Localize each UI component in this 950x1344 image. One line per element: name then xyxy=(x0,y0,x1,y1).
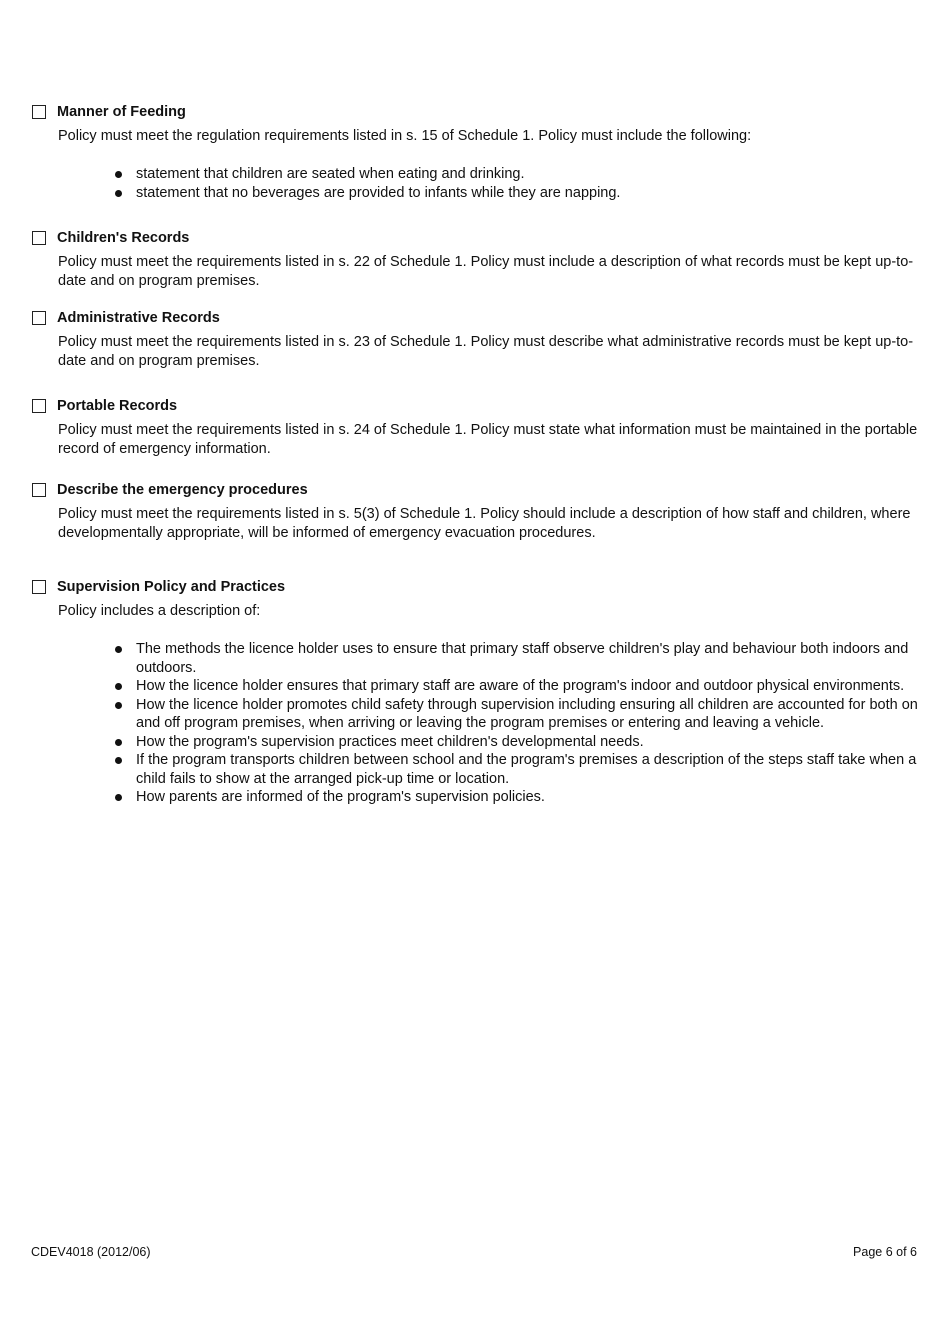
section-description: Policy must meet the requirements listed in s. 22 of Schedule 1. Policy must include a description of what records must be kept up-to-date and on program premises. xyxy=(58,254,914,289)
section-description: Policy must meet the requirements listed in s. 24 of Schedule 1. Policy must state what information must be maintained in the portable record of emergency information. xyxy=(58,422,918,457)
section-heading xyxy=(32,309,922,327)
list-item: How parents are informed of the program's supervision policies. xyxy=(112,788,926,807)
section-heading xyxy=(32,481,922,499)
section-title: Manner of Feeding xyxy=(57,104,186,120)
section-description: Policy must meet the requirements listed in s. 23 of Schedule 1. Policy must describe what administrative records must be kept up-to-date and on program premises. xyxy=(58,334,914,369)
section-heading xyxy=(32,103,922,121)
bullet-icon xyxy=(115,794,122,801)
section-manner-of-feeding xyxy=(32,103,922,202)
supervision-checkbox[interactable] xyxy=(32,580,46,594)
list-item: How the licence holder promotes child safety through supervision including ensuring all children are accounted for both on and off program premises, when arriving or leaving the program premises or entering and leaving a vehicle. xyxy=(112,696,926,733)
bullet-list xyxy=(112,165,922,202)
section-title: Describe the emergency procedures xyxy=(57,482,308,498)
section-administrative-records xyxy=(32,309,922,371)
bullet-icon xyxy=(115,757,122,764)
list-item: How the program's supervision practices meet children's developmental needs. xyxy=(112,733,926,752)
section-heading xyxy=(32,578,922,596)
page-number: Page 6 of 6 xyxy=(853,1245,917,1259)
section-supervision xyxy=(32,578,922,807)
list-item: If the program transports children between school and the program's premises a description of the steps staff take when a child fails to show at the arranged pick-up time or location. xyxy=(112,751,926,788)
section-heading xyxy=(32,397,922,415)
section-portable-records xyxy=(32,397,922,459)
bullet-icon xyxy=(115,646,122,653)
list-item: How the licence holder ensures that primary staff are aware of the program's indoor and outdoor physical environments. xyxy=(112,677,926,696)
manner-of-feeding-checkbox[interactable] xyxy=(32,105,46,119)
list-item: statement that children are seated when eating and drinking. xyxy=(112,165,926,184)
section-emergency-procedures xyxy=(32,481,922,543)
bullet-icon xyxy=(115,739,122,746)
administrative-records-checkbox[interactable] xyxy=(32,311,46,325)
section-description: Policy must meet the requirements listed in s. 5(3) of Schedule 1. Policy should include a description of how staff and children, where developmentally appropriate, will be informed of emergency evacuation procedures. xyxy=(58,506,911,541)
list-item: statement that no beverages are provided to infants while they are napping. xyxy=(112,184,926,203)
form-code: CDEV4018 (2012/06) xyxy=(31,1245,151,1259)
bullet-icon xyxy=(115,190,122,197)
list-item: The methods the licence holder uses to ensure that primary staff observe children's play and behaviour both indoors and outdoors. xyxy=(112,640,926,677)
section-title: Children's Records xyxy=(57,230,190,246)
bullet-icon xyxy=(115,171,122,178)
section-description: Policy must meet the regulation requirements listed in s. 15 of Schedule 1. Policy must include the following: xyxy=(58,128,752,144)
bullet-icon xyxy=(115,702,122,709)
section-title: Supervision Policy and Practices xyxy=(57,579,286,595)
bullet-icon xyxy=(115,683,122,690)
childrens-records-checkbox[interactable] xyxy=(32,231,46,245)
section-title: Administrative Records xyxy=(57,310,220,326)
emergency-procedures-checkbox[interactable] xyxy=(32,483,46,497)
portable-records-checkbox[interactable] xyxy=(32,399,46,413)
section-heading xyxy=(32,229,922,247)
bullet-list xyxy=(112,640,922,807)
section-title: Portable Records xyxy=(57,398,178,414)
section-description: Policy includes a description of: xyxy=(58,603,261,619)
section-childrens-records xyxy=(32,229,922,291)
